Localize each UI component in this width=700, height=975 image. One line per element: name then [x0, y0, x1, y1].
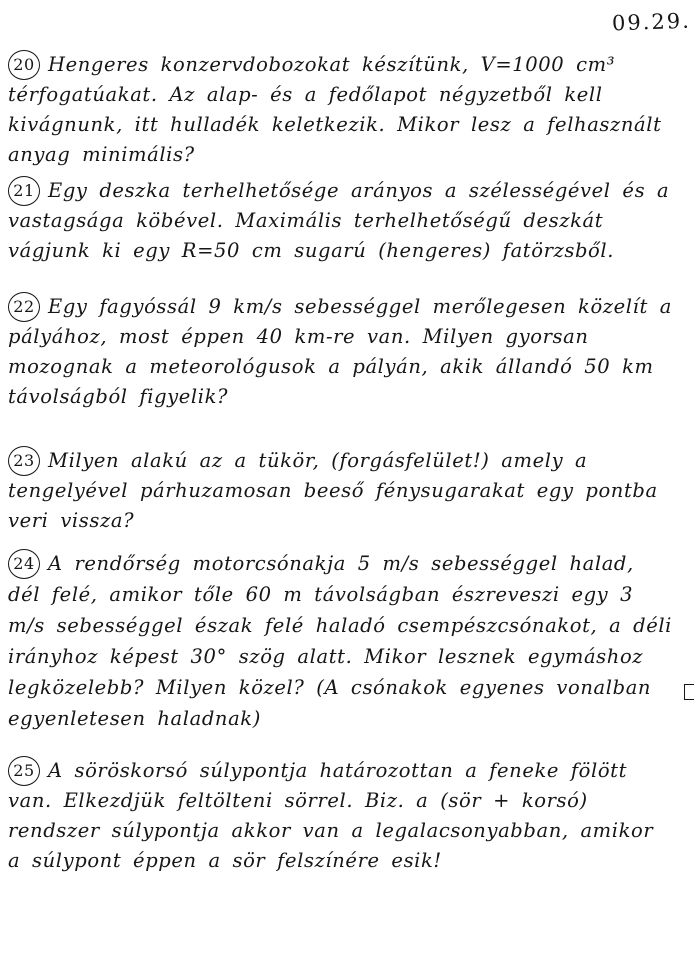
problem-20 — [8, 50, 673, 170]
problem-24 — [8, 548, 673, 734]
problem-number: 25 — [8, 756, 40, 786]
margin-bracket-mark — [684, 684, 694, 700]
problem-number: 24 — [8, 549, 40, 579]
problem-text: A rendőrség motorcsónakja 5 m/s sebességgel halad, dél felé, amikor tőle 60 m távolságban észreveszi egy 3 m/s sebességgel észak felé haladó csempészcsónakot, a déli irányhoz képest 30° szög alatt. Mikor lesznek egymáshoz legközelebb? Milyen közel? (A csónakok egyenes vonalban egyenletesen haladnak) — [8, 552, 673, 730]
problem-text: A söröskorsó súlypontja határozottan a feneke fölött van. Elkezdjük feltölteni sörrel. Biz. a (sör + korsó) rendszer súlypontja akkor van a legalacsonyabban, amikor a súlypont éppen a sör felszínére esik! — [8, 759, 654, 872]
problem-21 — [8, 176, 673, 266]
problem-number: 23 — [8, 446, 40, 476]
problem-text: Milyen alakú az a tükör, (forgásfelület!) amely a tengelyével párhuzamosan beeső fénysugarakat egy pontba veri vissza? — [8, 449, 658, 532]
problem-text: Egy fagyóssál 9 km/s sebességgel merőlegesen közelít a pályához, most éppen 40 km-re van. Milyen gyorsan mozognak a meteorológusok a pályán, akik állandó 50 km távolságból figyelik? — [8, 295, 672, 408]
problem-22 — [8, 292, 673, 412]
problem-text: Hengeres konzervdobozokat készítünk, V=1000 cm³ térfogatúakat. Az alap- és a fedőlapot négyzetből kell kivágnunk, itt hulladék keletkezik. Mikor lesz a felhasznált anyag minimális? — [8, 53, 662, 166]
problem-number: 22 — [8, 292, 40, 322]
problem-text: Egy deszka terhelhetősége arányos a szélességével és a vastagsága köbével. Maximális terhelhetőségű deszkát vágjunk ki egy R=50 cm sugarú (hengeres) fatörzsből. — [8, 179, 670, 262]
problem-number: 21 — [8, 176, 40, 206]
date-label: 09.29. — [611, 8, 692, 36]
problem-25 — [8, 756, 673, 876]
problem-23 — [8, 446, 673, 536]
problem-number: 20 — [8, 50, 40, 80]
